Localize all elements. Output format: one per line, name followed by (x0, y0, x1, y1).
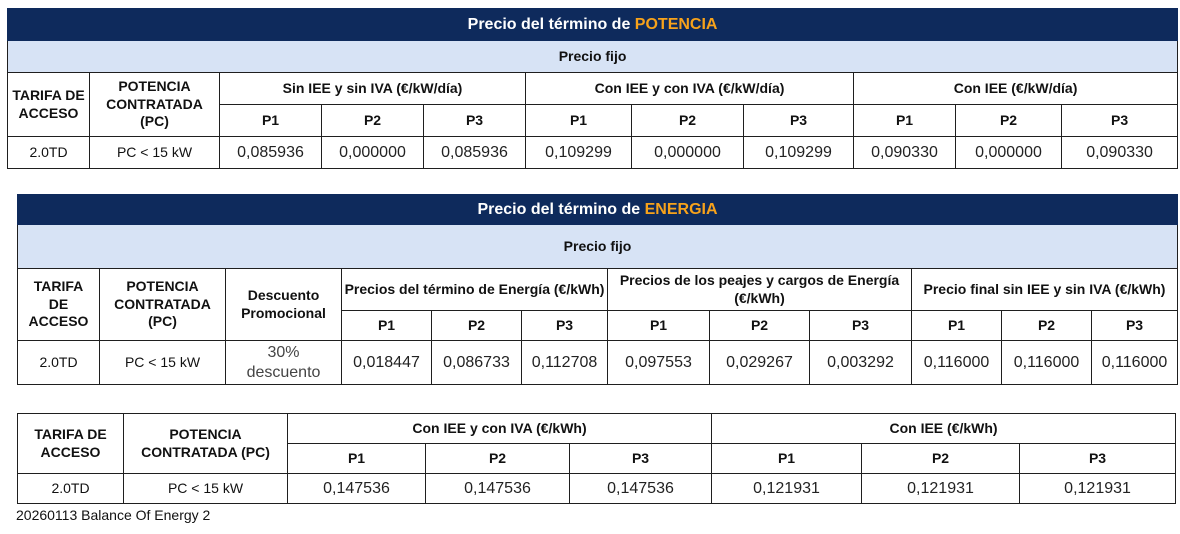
table-row (18, 341, 1178, 385)
potencia-period-p3: P3 (424, 105, 526, 137)
potencia-value: 0,000000 (956, 137, 1062, 169)
potencia-period-p3: P3 (1062, 105, 1178, 137)
energia-value: 0,018447 (342, 341, 432, 385)
energia-value: 0,097553 (608, 341, 710, 385)
potencia-value: 0,000000 (322, 137, 424, 169)
energia-band: Precio fijo (18, 225, 1178, 269)
energia-final-col-tarifa: TARIFA DE ACCESO (18, 414, 124, 474)
energia-row-descuento: 30% descuento (226, 341, 342, 385)
energia-final-row-potencia: PC < 15 kW (124, 474, 288, 504)
energia-value: 0,086733 (432, 341, 522, 385)
energia-final-row-tarifa: 2.0TD (18, 474, 124, 504)
potencia-value: 0,000000 (632, 137, 744, 169)
energia-final-value: 0,121931 (712, 474, 862, 504)
potencia-col-tarifa: TARIFA DE ACCESO (8, 73, 90, 137)
table-row (18, 474, 1176, 504)
energia-title-prefix: Precio del término de (477, 200, 645, 218)
potencia-period-p2: P2 (322, 105, 424, 137)
energia-row-tarifa: 2.0TD (18, 341, 100, 385)
energia-group-3: Precio final sin IEE y sin IVA (€/kWh) (912, 269, 1178, 311)
energia-final-period-p3: P3 (1020, 444, 1176, 474)
energia-col-tarifa: TARIFA DE ACCESO (18, 269, 100, 341)
energia-value: 0,116000 (1002, 341, 1092, 385)
potencia-period-p2: P2 (632, 105, 744, 137)
energia-final-value: 0,121931 (862, 474, 1020, 504)
potencia-period-p1: P1 (854, 105, 956, 137)
energia-final-period-p3: P3 (570, 444, 712, 474)
energia-final-table (17, 413, 1176, 504)
energia-period-p3: P3 (810, 311, 912, 341)
potencia-value: 0,085936 (220, 137, 322, 169)
energia-value: 0,116000 (1092, 341, 1178, 385)
energia-final-period-p1: P1 (712, 444, 862, 474)
energia-final-period-p2: P2 (862, 444, 1020, 474)
potencia-period-p2: P2 (956, 105, 1062, 137)
energia-final-period-p1: P1 (288, 444, 426, 474)
energia-period-p3: P3 (522, 311, 608, 341)
energia-final-value: 0,147536 (426, 474, 570, 504)
energia-final-value: 0,147536 (288, 474, 426, 504)
energia-table (17, 194, 1178, 385)
energia-group-1: Precios del término de Energía (€/kWh) (342, 269, 608, 311)
energia-period-p1: P1 (342, 311, 432, 341)
energia-title (18, 195, 1178, 225)
energia-group-2: Precios de los peajes y cargos de Energía (€/kWh) (608, 269, 912, 311)
energia-value: 0,116000 (912, 341, 1002, 385)
energia-final-value: 0,147536 (570, 474, 712, 504)
energia-period-p2: P2 (1002, 311, 1092, 341)
potencia-group-1: Sin IEE y sin IVA (€/kW/día) (220, 73, 526, 105)
energia-final-group-2: Con IEE (€/kWh) (712, 414, 1176, 444)
potencia-row-tarifa: 2.0TD (8, 137, 90, 169)
footer-caption: 20260113 Balance Of Energy 2 (16, 507, 211, 523)
energia-col-descuento: Descuento Promocional (226, 269, 342, 341)
table-row (8, 137, 1178, 169)
potencia-row-potencia: PC < 15 kW (90, 137, 220, 169)
potencia-title-highlight: POTENCIA (634, 15, 718, 33)
energia-col-potencia: POTENCIA CONTRATADA (PC) (100, 269, 226, 341)
potencia-value: 0,090330 (1062, 137, 1178, 169)
potencia-period-p1: P1 (526, 105, 632, 137)
energia-period-p2: P2 (432, 311, 522, 341)
potencia-value: 0,109299 (744, 137, 854, 169)
potencia-title (8, 9, 1178, 41)
energia-period-p3: P3 (1092, 311, 1178, 341)
energia-value: 0,029267 (710, 341, 810, 385)
energia-period-p2: P2 (710, 311, 810, 341)
energia-final-col-potencia: POTENCIA CONTRATADA (PC) (124, 414, 288, 474)
potencia-group-2: Con IEE y con IVA (€/kW/día) (526, 73, 854, 105)
energia-period-p1: P1 (608, 311, 710, 341)
potencia-col-potencia: POTENCIA CONTRATADA (PC) (90, 73, 220, 137)
potencia-band: Precio fijo (8, 41, 1178, 73)
potencia-value: 0,090330 (854, 137, 956, 169)
potencia-period-p3: P3 (744, 105, 854, 137)
energia-final-period-p2: P2 (426, 444, 570, 474)
potencia-table (7, 8, 1178, 169)
energia-final-group-1: Con IEE y con IVA (€/kWh) (288, 414, 712, 444)
potencia-title-prefix: Precio del término de (467, 15, 635, 33)
energia-final-value: 0,121931 (1020, 474, 1176, 504)
potencia-period-p1: P1 (220, 105, 322, 137)
potencia-value: 0,109299 (526, 137, 632, 169)
potencia-group-3: Con IEE (€/kW/día) (854, 73, 1178, 105)
energia-period-p1: P1 (912, 311, 1002, 341)
energia-title-highlight: ENERGIA (644, 200, 718, 218)
energia-value: 0,112708 (522, 341, 608, 385)
energia-row-potencia: PC < 15 kW (100, 341, 226, 385)
potencia-value: 0,085936 (424, 137, 526, 169)
energia-value: 0,003292 (810, 341, 912, 385)
